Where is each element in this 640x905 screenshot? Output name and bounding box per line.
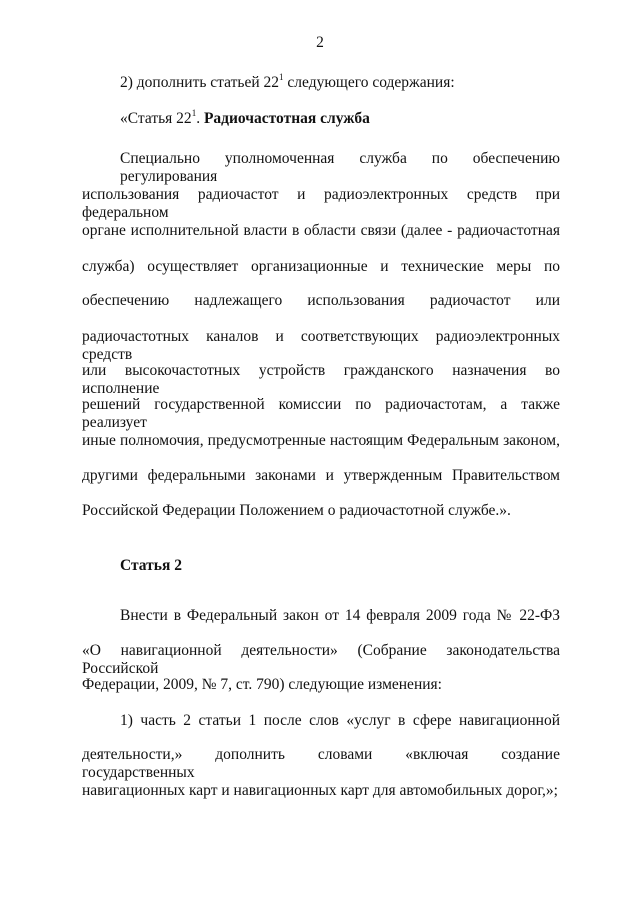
paragraph-2-line: «О навигационной деятельности» (Собрание законодательства Российской [82,642,560,677]
paragraph-1-line: органе исполнительной власти в области связи (далее - радиочастотная [82,222,560,239]
paragraph-3-line: 1) часть 2 статьи 1 после слов «услуг в сфере навигационной [120,712,560,729]
paragraph-1-line: служба) осуществляет организационные и технические меры по [82,258,560,275]
item-2-line [120,74,560,92]
item-2-superscript: 1 [279,72,284,82]
paragraph-1-line: иные полномочия, предусмотренные настоящим Федеральным законом, [82,432,560,449]
article-2-heading-text: Статья 2 [120,557,182,574]
paragraph-1-line: Российской Федерации Положением о радиочастотной службе.». [82,502,511,519]
paragraph-2-line: Федерации, 2009, № 7, ст. 790) следующие изменения: [82,676,442,693]
article-22-1-title: Радиочастотная служба [203,110,370,127]
article-22-1-superscript: 1 [191,108,197,118]
paragraph-1-line: или высокочастотных устройств гражданского назначения во исполнение [82,362,560,397]
paragraph-1-line: обеспечению надлежащего использования радиочастот или [82,292,560,309]
paragraph-1-line: Специально уполномоченная служба по обеспечению регулирования [120,150,560,185]
article-22-1-dot: . [196,110,204,127]
paragraph-1-line: радиочастотных каналов и соответствующих радиоэлектронных средств [82,328,560,363]
paragraph-3-line: деятельности,» дополнить словами «включая создание государственных [82,746,560,781]
paragraph-1-line: другими федеральными законами и утвержденным Правительством [82,467,560,484]
article-2-heading [120,557,560,575]
paragraph-2-line: Внести в Федеральный закон от 14 февраля 2009 года № 22-ФЗ [120,607,560,624]
article-22-1-lead: «Статья 22 [120,110,192,127]
paragraph-1-line: использования радиочастот и радиоэлектронных средств при федеральном [82,186,560,221]
item-2-lead: 2) дополнить статьей 22 [120,74,280,91]
item-2-tail: следующего содержания: [283,74,455,91]
paragraph-1-line: решений государственной комиссии по радиочастотам, а также реализует [82,396,560,431]
article-22-1-heading [120,110,560,128]
paragraph-3-line: навигационных карт и навигационных карт для автомобильных дорог,»; [82,782,558,799]
page-number: 2 [316,34,324,51]
